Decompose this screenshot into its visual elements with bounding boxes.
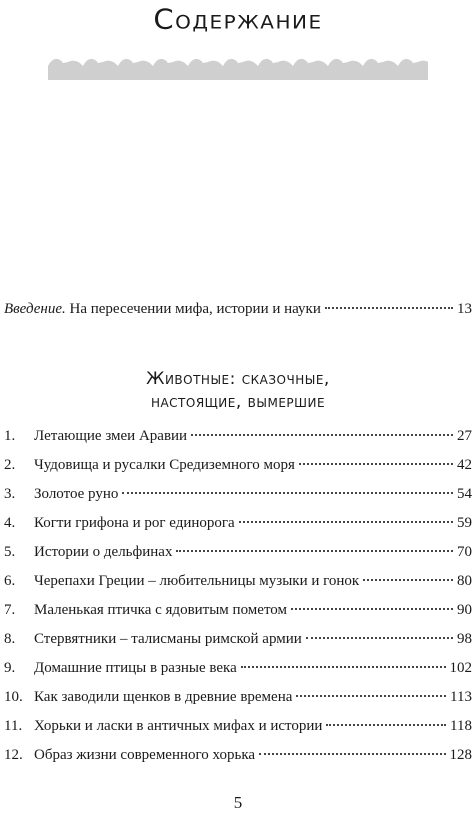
intro-label: Введение. xyxy=(4,301,66,317)
dot-leader xyxy=(239,521,453,523)
entry-page: 59 xyxy=(457,515,472,531)
entry-page: 102 xyxy=(449,660,472,676)
entry-number: 12. xyxy=(4,747,23,763)
dot-leader xyxy=(326,724,446,726)
toc-entry[interactable] xyxy=(4,573,472,590)
toc-entry[interactable] xyxy=(4,631,472,648)
toc-entry[interactable] xyxy=(4,689,472,706)
toc-entry[interactable] xyxy=(4,660,472,677)
page-number: 5 xyxy=(233,793,243,812)
entry-page: 70 xyxy=(457,544,472,560)
entry-title: Хорьки и ласки в античных мифах и истории xyxy=(34,718,323,734)
entry-title: Чудовища и русалки Средиземного моря xyxy=(34,457,295,473)
entry-number: 9. xyxy=(4,660,16,676)
toc-intro-row[interactable] xyxy=(4,301,472,318)
entry-page: 42 xyxy=(457,457,472,473)
entry-title: Как заводили щенков в древние времена xyxy=(34,689,293,705)
dot-leader xyxy=(122,492,453,494)
entry-number: 1. xyxy=(4,428,16,444)
entry-number: 11. xyxy=(4,718,23,734)
toc-entry[interactable] xyxy=(4,457,472,474)
dot-leader xyxy=(306,637,453,639)
intro-title: На пересечении мифа, истории и науки xyxy=(65,301,321,317)
entry-page: 90 xyxy=(457,602,472,618)
dot-leader xyxy=(176,550,453,552)
page-title: Содержание xyxy=(153,2,323,36)
entry-title: Летающие змеи Аравии xyxy=(34,428,188,444)
dot-leader xyxy=(325,307,453,309)
entry-page: 128 xyxy=(449,747,472,763)
entry-number: 10. xyxy=(4,689,23,705)
entry-page: 27 xyxy=(457,428,472,444)
entry-page: 113 xyxy=(450,689,472,705)
entry-title: Когти грифона и рог единорога xyxy=(34,515,235,531)
entry-title: Маленькая птичка с ядовитым пометом xyxy=(34,602,288,618)
dot-leader xyxy=(191,434,453,436)
entry-number: 6. xyxy=(4,573,16,589)
toc-entry[interactable] xyxy=(4,747,472,764)
entry-title: Черепахи Греции – любительницы музыки и гонок xyxy=(34,573,360,589)
entry-page: 80 xyxy=(457,573,472,589)
entry-title: Образ жизни современного хорька xyxy=(34,747,256,763)
section-heading-line1: Животные: сказочные, xyxy=(146,369,330,389)
dot-leader xyxy=(296,695,446,697)
dot-leader xyxy=(241,666,446,668)
entry-title: Стервятники – талисманы римской армии xyxy=(34,631,302,647)
entry-title: Истории о дельфинах xyxy=(34,544,173,560)
entry-page: 98 xyxy=(457,631,472,647)
entry-number: 2. xyxy=(4,457,16,473)
dot-leader xyxy=(291,608,453,610)
entry-number: 7. xyxy=(4,602,16,618)
toc-entry[interactable] xyxy=(4,718,472,735)
toc-entry[interactable] xyxy=(4,515,472,532)
section-heading xyxy=(0,368,476,414)
toc-entry[interactable] xyxy=(4,602,472,619)
entry-page: 118 xyxy=(450,718,472,734)
entry-number: 8. xyxy=(4,631,16,647)
wave-ornament-icon xyxy=(48,54,428,80)
toc-entry[interactable] xyxy=(4,544,472,561)
toc-entry[interactable] xyxy=(4,428,472,445)
intro-page: 13 xyxy=(457,301,472,317)
entry-page: 54 xyxy=(457,486,472,502)
section-heading-line2: настоящие, вымершие xyxy=(150,392,326,412)
dot-leader xyxy=(299,463,453,465)
entry-number: 5. xyxy=(4,544,16,560)
entry-title: Золотое руно xyxy=(34,486,119,502)
dot-leader xyxy=(363,579,453,581)
entry-title: Домашние птицы в разные века xyxy=(34,660,237,676)
entry-number: 4. xyxy=(4,515,16,531)
entry-number: 3. xyxy=(4,486,16,502)
toc-entry[interactable] xyxy=(4,486,472,503)
dot-leader xyxy=(259,753,445,755)
